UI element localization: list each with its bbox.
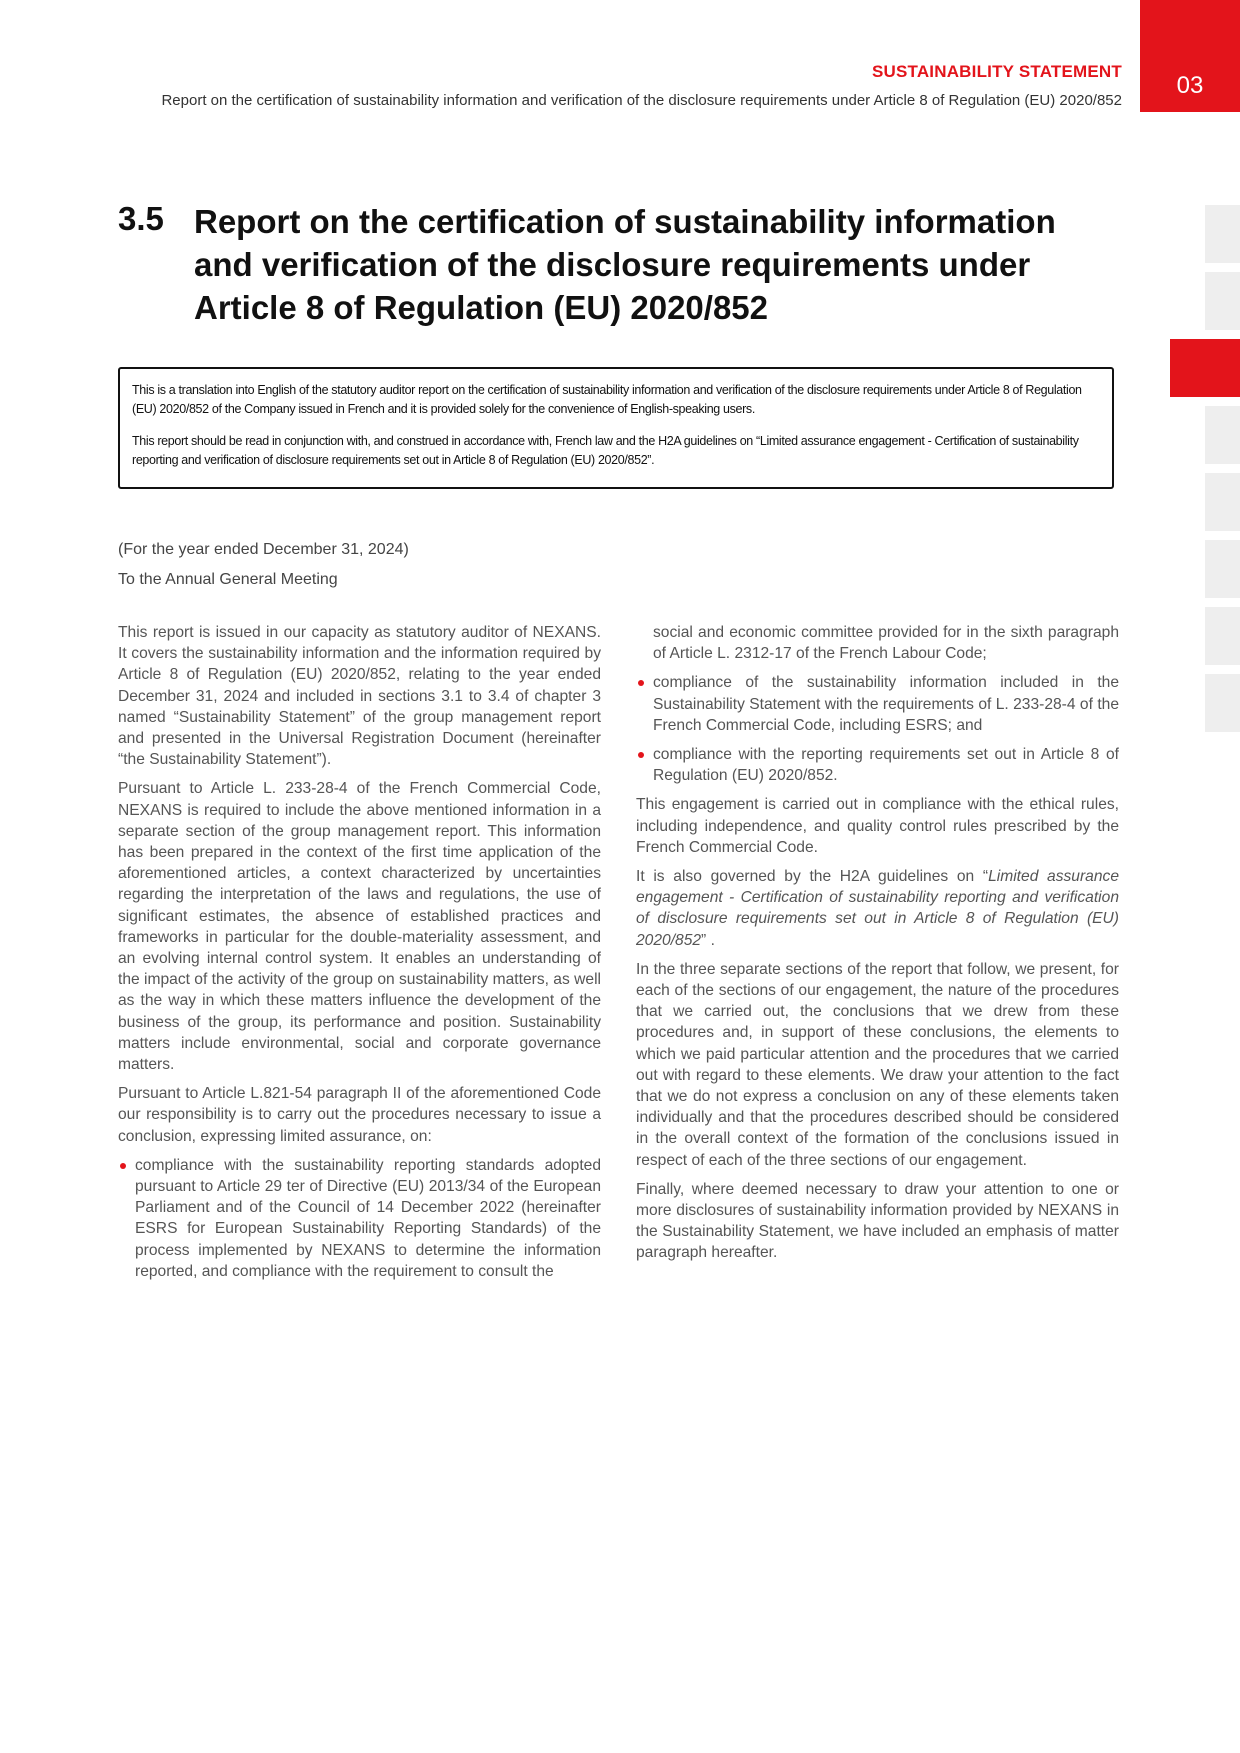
list-item: compliance with the sustainability reporting standards adopted pursuant to Article 29 ter of Directive (EU) 2013/34 of the European Parliament and of the Council of 14 December 2022 (hereinafter ESRS for European Sustainability Reporting Standards) of the process implemented by NEXANS to determine the information reported, and compliance with the requirement to consult the <box>118 1155 601 1282</box>
header-subtitle: Report on the certification of sustainability information and verification of the disclosure requirements under Article 8 of Regulation (EU) 2020/852 <box>161 92 1122 109</box>
section-number: 3.5 <box>118 200 164 237</box>
side-tab[interactable] <box>1205 272 1240 330</box>
side-tab-active[interactable] <box>1170 339 1240 397</box>
addressee: To the Annual General Meeting <box>118 571 338 588</box>
paragraph: Pursuant to Article L.821-54 paragraph II of the aforementioned Code our responsibility is to carry out the procedures necessary to issue a conclusion, expressing limited assurance, on: <box>118 1085 601 1145</box>
paragraph: This engagement is carried out in compliance with the ethical rules, including independence, and quality control rules prescribed by the French Commercial Code. <box>636 796 1119 856</box>
side-tab[interactable] <box>1205 406 1240 464</box>
text-run: ” . <box>701 931 715 949</box>
list-item: compliance with the reporting requirements set out in Article 8 of Regulation (EU) 2020/852. <box>636 744 1119 786</box>
side-tab[interactable] <box>1205 473 1240 531</box>
left-column <box>118 622 601 1290</box>
guidelines-title: Limited assurance engagement - Certification of sustainability reporting and verification of disclosure requirements set out in Article 8 of Regulation (EU) 2020/852 <box>636 868 1119 949</box>
year-line: (For the year ended December 31, 2024) <box>118 541 409 558</box>
side-tab[interactable] <box>1205 540 1240 598</box>
bullet-continuation: social and economic committee provided for in the sixth paragraph of Article L. 2312-17 of the French Labour Code; <box>653 624 1119 663</box>
translation-notice <box>118 367 1114 489</box>
right-column <box>636 622 1119 1272</box>
section-title: Report on the certification of sustainability information and verification of the disclosure requirements under Article 8 of Regulation (EU) 2020/852 <box>194 203 1056 326</box>
paragraph: Finally, where deemed necessary to draw your attention to one or more disclosures of sustainability information provided by NEXANS in the Sustainability Statement, we have included an emphasis of matter paragraph hereafter. <box>636 1180 1119 1262</box>
paragraph: Pursuant to Article L. 233-28-4 of the French Commercial Code, NEXANS is required to include the above mentioned information in a separate section of the group management report. This information has been prepared in the context of the first time application of the aforementioned articles, a context characterized by uncertainties regarding the interpretation of the laws and regulations, the use of significant estimates, the absence of established practices and frameworks in particular for the double-materiality assessment, and an evolving internal control system. It enables an understanding of the impact of the activity of the group on sustainability matters, as well as the way in which these matters influence the development of the business of the group, its performance and position. Sustainability matters include environmental, social and corporate governance matters. <box>118 780 601 1074</box>
notice-paragraph: This is a translation into English of the statutory auditor report on the certification of sustainability information and verification of the disclosure requirements under Article 8 of Regulation (EU) 2020/852 of the Company issued in French and it is provided solely for the convenience of English-speaking users. <box>132 383 1082 416</box>
paragraph: In the three separate sections of the report that follow, we present, for each of the sections of our engagement, the nature of the procedures that we carried out, the conclusions that we drew from these procedures and, in support of these conclusions, the elements to which we paid particular attention and the procedures that we carried out with regard to these elements. We draw your attention to the fact that we do not express a conclusion on any of these elements taken individually and that the procedures described should be considered in the overall context of the formation of the conclusions issued in respect of each of the three sections of our engagement. <box>636 960 1119 1169</box>
header-section-label: SUSTAINABILITY STATEMENT <box>871 62 1122 81</box>
side-tab[interactable] <box>1205 205 1240 263</box>
side-tab[interactable] <box>1205 607 1240 665</box>
side-navigation <box>1205 205 1240 741</box>
paragraph: This report is issued in our capacity as statutory auditor of NEXANS. It covers the sustainability information and the information required by Article 8 of Regulation (EU) 2020/852, relating to the year ended December 31, 2024 and included in sections 3.1 to 3.4 of chapter 3 named “Sustainability Statement” of the group management report and presented in the Universal Registration Document (hereinafter “the Sustainability Statement”). <box>118 624 601 769</box>
chapter-tab[interactable] <box>1140 0 1240 112</box>
paragraph <box>636 866 1119 951</box>
bullet-list <box>636 672 1119 786</box>
chapter-number: 03 <box>1176 72 1204 99</box>
text-run: It is also governed by the H2A guidelines on “ <box>636 868 989 886</box>
side-tab[interactable] <box>1205 674 1240 732</box>
report-meta <box>118 535 409 595</box>
list-item: compliance of the sustainability information included in the Sustainability Statement with the requirements of L. 233-28-4 of the French Commercial Code, including ESRS; and <box>636 672 1119 736</box>
notice-paragraph: This report should be read in conjunction with, and construed in accordance with, French law and the H2A guidelines on “Limited assurance engagement - Certification of sustainability reporting and verification of disclosure requirements set out in Article 8 of Regulation (EU) 2020/852”. <box>132 434 1079 467</box>
bullet-list <box>118 1155 601 1282</box>
